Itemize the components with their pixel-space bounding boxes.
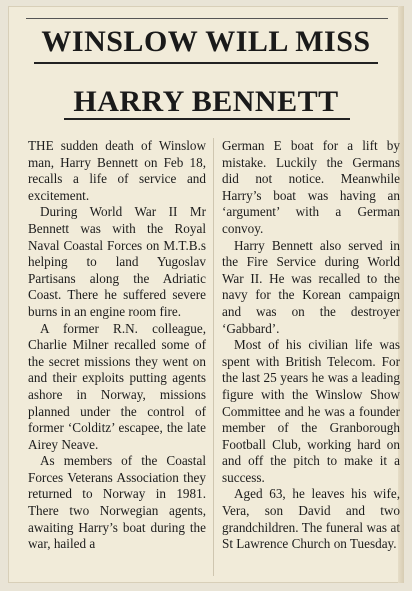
article-column-left (28, 138, 206, 553)
article-column-right (222, 138, 400, 553)
headline-rule-2 (64, 118, 350, 120)
paragraph: German E boat for a lift by mistake. Luckily the Germans did not notice. Meanwhile Harry’s boat was having an ‘argument’ with a German convoy. (222, 138, 400, 236)
paragraph: During World War II Mr Bennett was with the Royal Naval Coastal Forces on M.T.B.s helping to land Yugoslav Partisans along the Adriatic Coast. There he suffered severe burns in an engine room fire. (28, 204, 206, 319)
paragraph: Most of his civilian life was spent with British Telecom. For the last 25 years he was a leading figure with the Winslow Show Committee and he was a founder member of the Granborough Football Club, working hard on and off the pitch to make it a success. (222, 337, 400, 485)
paragraph: Aged 63, he leaves his wife, Vera, son David and two grandchildren. The funeral was at St Lawrence Church on Tuesday. (222, 486, 400, 552)
headline-rule-1 (34, 62, 378, 64)
column-divider (213, 138, 214, 576)
newspaper-clipping (8, 6, 404, 583)
headline-line-1: WINSLOW WILL MISS (41, 25, 371, 58)
paragraph: As members of the Coastal Forces Veterans Association they returned to Norway in 1981. There two Norwegian agents, awaiting Harry’s boat during the war, hailed a (28, 453, 206, 552)
paragraph: THE sudden death of Winslow man, Harry Bennett on Feb 18, recalls a life of service and excitement. (28, 138, 206, 203)
top-rule (26, 18, 388, 19)
headline-line-2: HARRY BENNETT (73, 85, 339, 118)
paragraph: Harry Bennett also served in the Fire Service during World War II. He was recalled to the navy for the Korean campaign and was on the destroyer ‘Gabbard’. (222, 237, 400, 336)
paragraph: A former R.N. colleague, Charlie Milner recalled some of the secret missions they went on and their exploits putting agents ashore in Norway, missions planned under the control of former ‘Colditz’ escapee, the late Airey Neave. (28, 320, 206, 452)
